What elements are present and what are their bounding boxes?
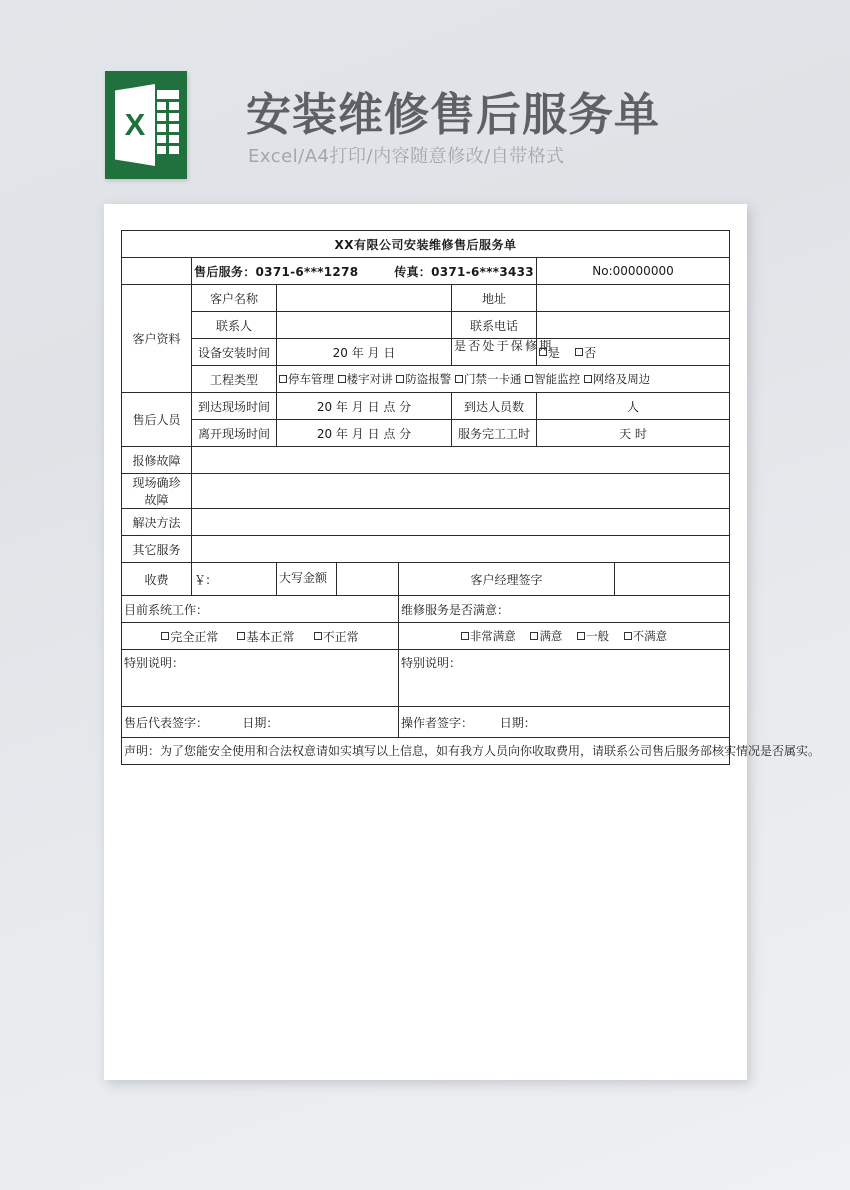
project-type-option[interactable] [338, 371, 393, 387]
banner-subtitle: Excel/A4打印/内容随意修改/自带格式 [248, 146, 565, 167]
table-row-contact [122, 258, 730, 285]
checkbox-icon[interactable] [396, 375, 404, 383]
customer-name-label: 客户名称 [192, 285, 277, 312]
system-status-option[interactable] [314, 628, 359, 645]
checkbox-icon[interactable] [624, 632, 632, 640]
satisfaction-option-label: 满意 [539, 629, 563, 643]
arrive-count-field[interactable]: 人 [537, 393, 730, 420]
system-status-option-label: 完全正常 [170, 629, 219, 644]
table-row-install-time [122, 339, 730, 366]
document-paper [104, 204, 821, 1080]
project-type-option-label: 网络及周边 [592, 372, 651, 386]
table-row-report-fault [122, 447, 730, 474]
checkbox-icon[interactable] [338, 375, 346, 383]
warranty-label [452, 339, 554, 366]
arrive-time-field[interactable]: 20 年 月 日 点 分 [277, 393, 452, 420]
phone-field[interactable] [537, 312, 730, 339]
fax-text: 传真：0371-6***3433 [394, 264, 534, 279]
operator-signature[interactable] [399, 707, 730, 738]
leave-time-label: 离开现场时间 [192, 420, 277, 447]
work-hours-field[interactable]: 天 时 [537, 420, 730, 447]
table-row-evaluation-labels [122, 596, 730, 623]
fee-currency-label[interactable]: ￥: [192, 563, 277, 596]
project-type-option-label: 防盗报警 [405, 372, 452, 386]
arrive-time-label: 到达现场时间 [192, 393, 277, 420]
checkbox-icon[interactable] [314, 632, 322, 640]
solution-field[interactable] [192, 509, 730, 536]
project-type-option-label: 门禁一卡通 [463, 372, 522, 386]
phone-label: 联系电话 [452, 312, 537, 339]
system-status-option-label: 基本正常 [246, 629, 295, 644]
rep-date-label: 日期： [242, 715, 279, 730]
warranty-label-text: 是否处于保修期 [454, 339, 554, 353]
system-status-label: 目前系统工作： [122, 596, 399, 623]
project-type-option[interactable] [396, 371, 451, 387]
work-hours-label: 服务完工工时 [452, 420, 537, 447]
checkbox-icon[interactable] [279, 375, 287, 383]
table-row-leave [122, 420, 730, 447]
fee-label: 收费 [122, 563, 192, 596]
project-type-option-label: 楼宇对讲 [346, 372, 393, 386]
amount-words-label-text: 大写金额 [279, 571, 328, 585]
other-service-field[interactable] [192, 536, 730, 563]
checkbox-icon[interactable] [161, 632, 169, 640]
contact-person-field[interactable] [277, 312, 452, 339]
excel-logo-icon [105, 71, 187, 179]
system-status-options[interactable] [122, 623, 399, 650]
rep-sign-label: 售后代表签字： [124, 715, 209, 730]
special-note-left[interactable]: 特别说明： [122, 650, 399, 707]
table-row-contact-person [122, 312, 730, 339]
amount-words-label [277, 563, 337, 596]
checkbox-icon[interactable] [530, 632, 538, 640]
install-time-field[interactable]: 20 年 月 日 [277, 339, 452, 366]
document-title: XX有限公司安装维修售后服务单 [122, 231, 730, 258]
order-no: No:00000000 [537, 258, 730, 285]
warranty-option-yes-label: 是 [548, 345, 561, 360]
system-status-option-label: 不正常 [322, 629, 359, 644]
table-row-fee [122, 563, 730, 596]
satisfaction-options[interactable] [399, 623, 730, 650]
arrive-count-label: 到达人员数 [452, 393, 537, 420]
report-fault-label: 报修故障 [122, 447, 192, 474]
onsite-fault-label [122, 474, 192, 509]
service-order-table [121, 230, 821, 765]
project-type-option[interactable] [279, 371, 334, 387]
checkbox-icon[interactable] [237, 632, 245, 640]
satisfaction-option[interactable] [624, 628, 668, 644]
table-row-special-notes [122, 650, 730, 707]
operator-sign-label: 操作者签字： [401, 715, 474, 730]
banner-title: 安装维修售后服务单 [246, 88, 661, 141]
special-note-right[interactable]: 特别说明： [399, 650, 730, 707]
excel-logo-letter: X [124, 107, 146, 142]
checkbox-icon[interactable] [455, 375, 463, 383]
project-type-option-label: 智能监控 [534, 372, 581, 386]
section-header-customer: 客户资料 [122, 285, 192, 393]
satisfaction-option[interactable] [461, 628, 516, 644]
project-type-option[interactable] [584, 371, 651, 387]
contact-spacer [122, 258, 192, 285]
checkbox-icon[interactable] [461, 632, 469, 640]
project-type-option-label: 停车管理 [288, 372, 334, 386]
service-phone-text: 售后服务：0371-6***1278 [194, 264, 359, 279]
satisfaction-label: 维修服务是否满意： [399, 596, 730, 623]
satisfaction-option-label: 非常满意 [469, 629, 516, 643]
service-phone [192, 258, 537, 285]
leave-time-field[interactable]: 20 年 月 日 点 分 [277, 420, 452, 447]
system-status-option[interactable] [237, 628, 294, 645]
satisfaction-option[interactable] [530, 628, 562, 644]
excel-logo-grid [157, 90, 179, 160]
form-sheet [121, 230, 821, 765]
table-row-onsite-fault [122, 474, 730, 509]
table-row-arrive [122, 393, 730, 420]
install-time-label: 设备安装时间 [192, 339, 277, 366]
customer-name-field[interactable] [277, 285, 452, 312]
table-row-evaluation-options [122, 623, 730, 650]
table-row-title [122, 231, 730, 258]
table-row-project-type [122, 366, 730, 393]
checkbox-icon[interactable] [539, 348, 547, 356]
project-type-option[interactable] [525, 371, 580, 387]
page-banner [0, 0, 850, 200]
report-fault-field[interactable] [192, 447, 730, 474]
project-type-options[interactable] [277, 366, 730, 393]
address-field[interactable] [537, 285, 730, 312]
onsite-fault-label-line1: 现场确珍 [132, 476, 181, 490]
project-type-label: 工程类型 [192, 366, 277, 393]
satisfaction-option-label: 一般 [586, 629, 610, 643]
contact-person-label: 联系人 [192, 312, 277, 339]
project-type-option[interactable] [455, 371, 522, 387]
onsite-fault-field[interactable] [192, 474, 730, 509]
system-status-option[interactable] [161, 628, 218, 645]
solution-label: 解决方法 [122, 509, 192, 536]
table-row-solution [122, 509, 730, 536]
table-row-customer-name [122, 285, 730, 312]
other-service-label: 其它服务 [122, 536, 192, 563]
operator-date-label: 日期： [499, 715, 536, 730]
section-header-personnel: 售后人员 [122, 393, 192, 447]
rep-signature[interactable] [122, 707, 399, 738]
checkbox-icon[interactable] [584, 375, 592, 383]
checkbox-icon[interactable] [577, 632, 585, 640]
table-row-other-service [122, 536, 730, 563]
table-row-declaration [122, 738, 730, 765]
manager-sign-label: 客户经理签字 [399, 563, 615, 596]
checkbox-icon[interactable] [525, 375, 533, 383]
checkbox-icon[interactable] [575, 348, 583, 356]
manager-sign-field[interactable] [615, 563, 730, 596]
satisfaction-option[interactable] [577, 628, 609, 644]
table-row-signatures [122, 707, 730, 738]
address-label: 地址 [452, 285, 537, 312]
declaration-text: 声明：为了您能安全使用和合法权意请如实填写以上信息，如有我方人员向你收取费用，请联系公司售后服务部核实情况是否属实。 [122, 738, 730, 765]
warranty-option-no-label: 否 [584, 345, 597, 360]
onsite-fault-label-line2: 故障 [144, 493, 169, 507]
satisfaction-option-label: 不满意 [632, 629, 668, 643]
